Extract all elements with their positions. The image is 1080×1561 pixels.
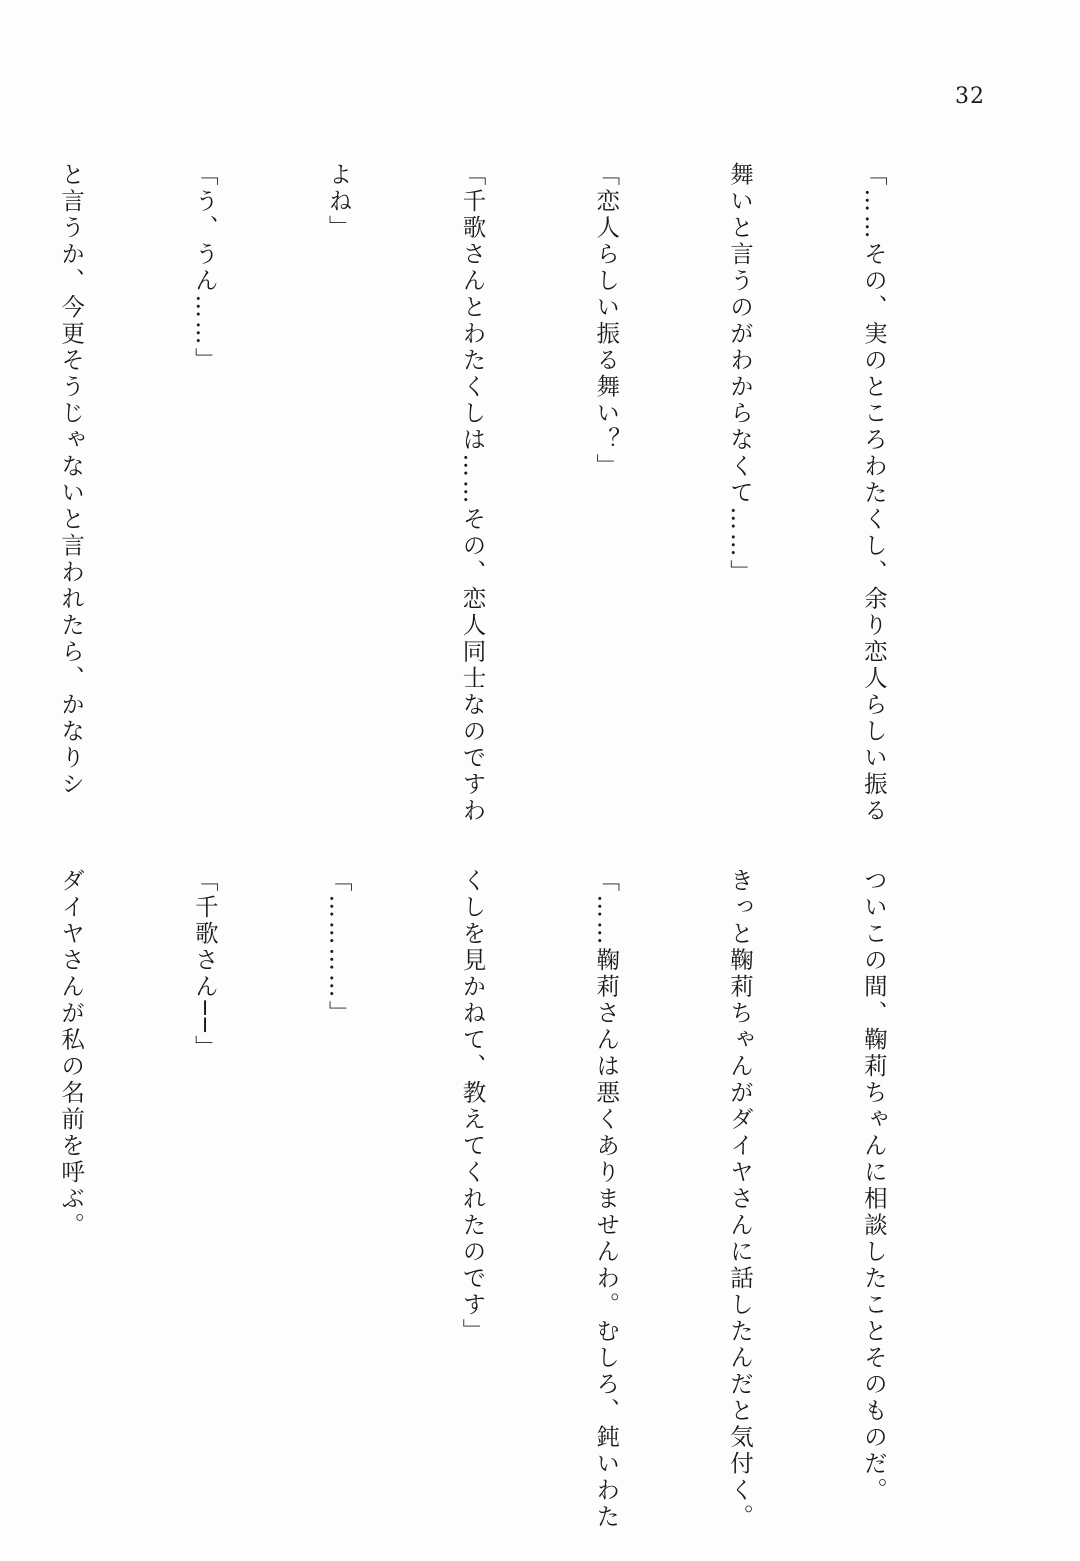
text-line: よね」 bbox=[324, 162, 353, 242]
text-line: 「恋人らしい振る舞い？」 bbox=[592, 162, 621, 480]
text-line: ダイヤさんが私の名前を呼ぶ。 bbox=[57, 868, 86, 1239]
text-line: ついこの間、鞠莉ちゃんに相談したことそのものだ。 bbox=[859, 868, 888, 1504]
text-line: 「う、うん……」 bbox=[190, 162, 219, 374]
lower-text-block bbox=[0, 868, 985, 1531]
text-line: 「……その、実のところわたくし、余り恋人らしい振る bbox=[859, 162, 888, 825]
text-line: 「……鞠莉さんは悪くありませんわ。むしろ、鈍いわた bbox=[592, 868, 621, 1531]
page-number: 32 bbox=[955, 84, 985, 109]
text-line: 「千歌さんとわたくしは……その、恋人同士なのですわ bbox=[458, 162, 487, 825]
text-line: きっと鞠莉ちゃんがダイヤさんに話したんだと気付く。 bbox=[726, 868, 755, 1531]
text-line: 「千歌さん──」 bbox=[190, 868, 219, 1062]
text-line: くしを見かねて、教えてくれたのです」 bbox=[458, 868, 487, 1345]
upper-text-block bbox=[0, 162, 985, 825]
text-line: 舞いと言うのがわからなくて……」 bbox=[726, 162, 755, 586]
text-line: と言うか、今更そうじゃないと言われたら、かなりシ bbox=[57, 162, 86, 798]
text-line: 「…………」 bbox=[324, 868, 353, 1027]
